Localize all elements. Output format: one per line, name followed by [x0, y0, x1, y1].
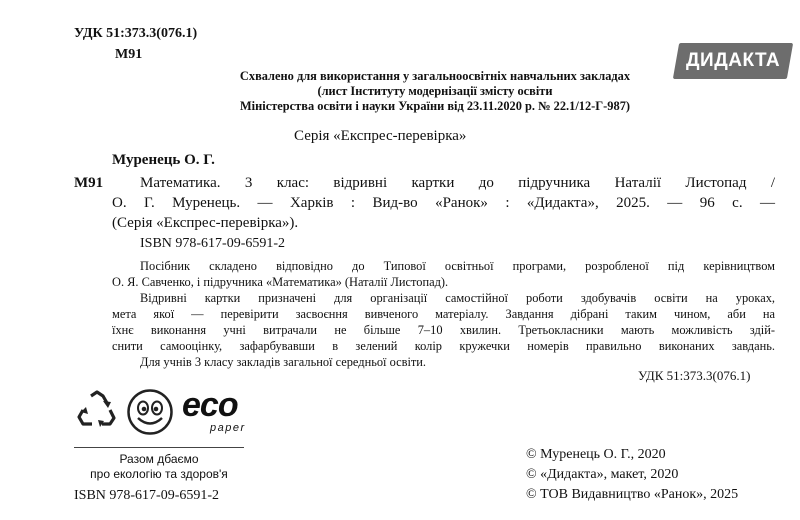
- bib-line-3: (Серія «Експрес-перевірка»).: [112, 215, 299, 231]
- copyright-line-3: © ТОВ Видавництво «Ранок», 2025: [526, 487, 739, 502]
- code-top: М91: [115, 47, 143, 62]
- udc-top: УДК 51:373.3(076.1): [74, 26, 198, 41]
- annotation-line-5: їхнє виконання учні витрачали не більше 7–10 хвилин. Третьокласники мають можливість здій-: [112, 323, 775, 337]
- eco-word: eco: [182, 386, 238, 424]
- annotation-line-7: Для учнів 3 класу закладів загальної середньої освіти.: [140, 355, 427, 369]
- eco-slogan-line-2: про екологію та здоров'я: [90, 467, 228, 481]
- code-main: М91: [74, 175, 104, 191]
- recycle-icon: [74, 390, 120, 434]
- approval-line-3: Міністерства освіти і науки України від 23.11.2020 р. № 22.1/12-Г-987): [239, 99, 631, 113]
- isbn-main: ISBN 978-617-09-6591-2: [140, 236, 286, 251]
- bib-line-2: О. Г. Муренець. — Харків : Вид-во «Ранок» : «Дидакта», 2025. — 96 с. —: [112, 195, 775, 211]
- approval-line-1: Схвалено для використання у загальноосвітніх навчальних закладах: [239, 69, 631, 83]
- series-title: Серія «Експрес-перевірка»: [294, 128, 467, 144]
- approval-line-2: (лист Інституту модернізації змісту освіти: [317, 84, 553, 98]
- eco-slogan-line-1: Разом дбаємо: [119, 452, 199, 466]
- annotation-line-4: мета якої — перевірити засвоєння вивченого матеріалу. Завдання дібрані таким чином, аби на: [112, 307, 775, 321]
- copyright-line-1: © Муренець О. Г., 2020: [526, 447, 666, 462]
- copyright-line-2: © «Дидакта», макет, 2020: [526, 467, 679, 482]
- annotation-line-3: Відривні картки призначені для організації самостійної роботи здобувачів освіти на уроках,: [140, 291, 775, 305]
- publisher-logo-text: ДИДАКТА: [685, 50, 781, 71]
- annotation-line-6: снити самооцінку, зафарбувавши в зелений колір кружечки номерів правильно виконаних завдань.: [112, 339, 775, 353]
- udc-bottom: УДК 51:373.3(076.1): [638, 368, 751, 383]
- smile-icon: [126, 388, 174, 436]
- paper-word: paper: [210, 422, 246, 434]
- isbn-bottom: ISBN 978-617-09-6591-2: [74, 488, 220, 503]
- author-heading: Муренець О. Г.: [112, 152, 215, 168]
- annotation-line-2: О. Я. Савченко, і підручника «Математика» (Наталії Листопад).: [112, 275, 449, 289]
- eco-divider: [74, 447, 244, 448]
- bib-line-1: Математика. 3 клас: відривні картки до підручника Наталії Листопад /: [140, 175, 775, 191]
- annotation-line-1: Посібник складено відповідно до Типової освітньої програми, розробленої під керівництвом: [140, 259, 775, 273]
